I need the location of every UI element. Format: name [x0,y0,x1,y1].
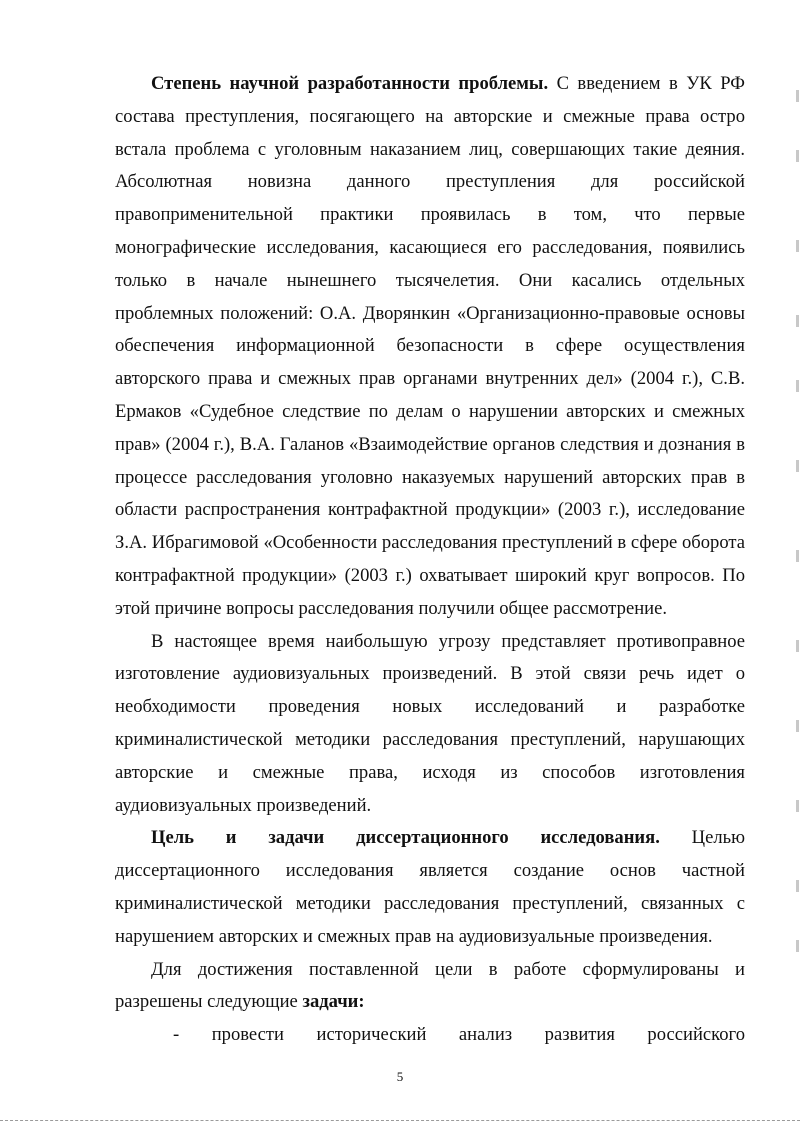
list-item-text: - провести исторический анализ развития российского [173,1024,745,1046]
scan-edge-line [0,1120,800,1122]
paragraph-text: Для достижения поставленной цели в работе сформулированы и разрешены следующие [115,958,745,1013]
paragraph-text: Целью диссертационного исследования является создание основ частной криминалистической методики расследования преступлений, связанных с нарушением авторских и смежных прав на аудиовизуальные произведения. [115,827,745,947]
scan-edge-marks [794,80,800,980]
document-page [115,68,745,1052]
paragraph-research-status [115,68,745,626]
paragraph-tasks-intro [115,954,745,1020]
paragraph-text: С введением в УК РФ состава преступления, посягающего на авторские и смежные права остро встала проблема с уголовным наказанием лиц, совершающих такие деяния. Абсолютная новизна данного преступления для российской правоприменительной практики проявилась в том, что первые монографические исследования, касающиеся его расследования, появились только в начале нынешнего тысячелетия. Они касались отдельных проблемных положений: О.А. Дворянкин «Организационно-правовые основы обеспечения информационной безопасности в сфере осуществления авторского права и смежных прав органами внутренних дел» (2004 г.), С.В. Ермаков «Судебное следствие по делам о нарушении авторских и смежных прав» (2004 г.), В.А. Галанов «Взаимодействие органов следствия и дознания в процессе расследования уголовно наказуемых нарушений авторских прав в области распространения контрафактной продукции» (2003 г.), исследование З.А. Ибрагимовой «Особенности расследования преступлений в сфере оборота контрафактной продукции» (2003 г.) охватывает широкий круг вопросов. По этой причине вопросы расследования получили общее рассмотрение. [115,73,745,619]
tasks-label: задачи: [302,991,365,1013]
paragraph-goal [115,822,745,953]
paragraph-text: В настоящее время наибольшую угрозу представляет противоправное изготовление аудиовизуальных произведений. В этой связи речь идет о необходимости проведения новых исследований и разработке криминалистической методики расследования преступлений, нарушающих авторские и смежные права, исходя из способов изготовления аудиовизуальных произведений. [115,630,745,816]
page-number: 5 [396,1069,404,1084]
list-item [115,1019,745,1052]
heading-research-status: Степень научной разработанности проблемы. [151,73,549,94]
heading-goal: Цель и задачи диссертационного исследования. [151,827,660,849]
paragraph-current-threat [115,626,745,823]
